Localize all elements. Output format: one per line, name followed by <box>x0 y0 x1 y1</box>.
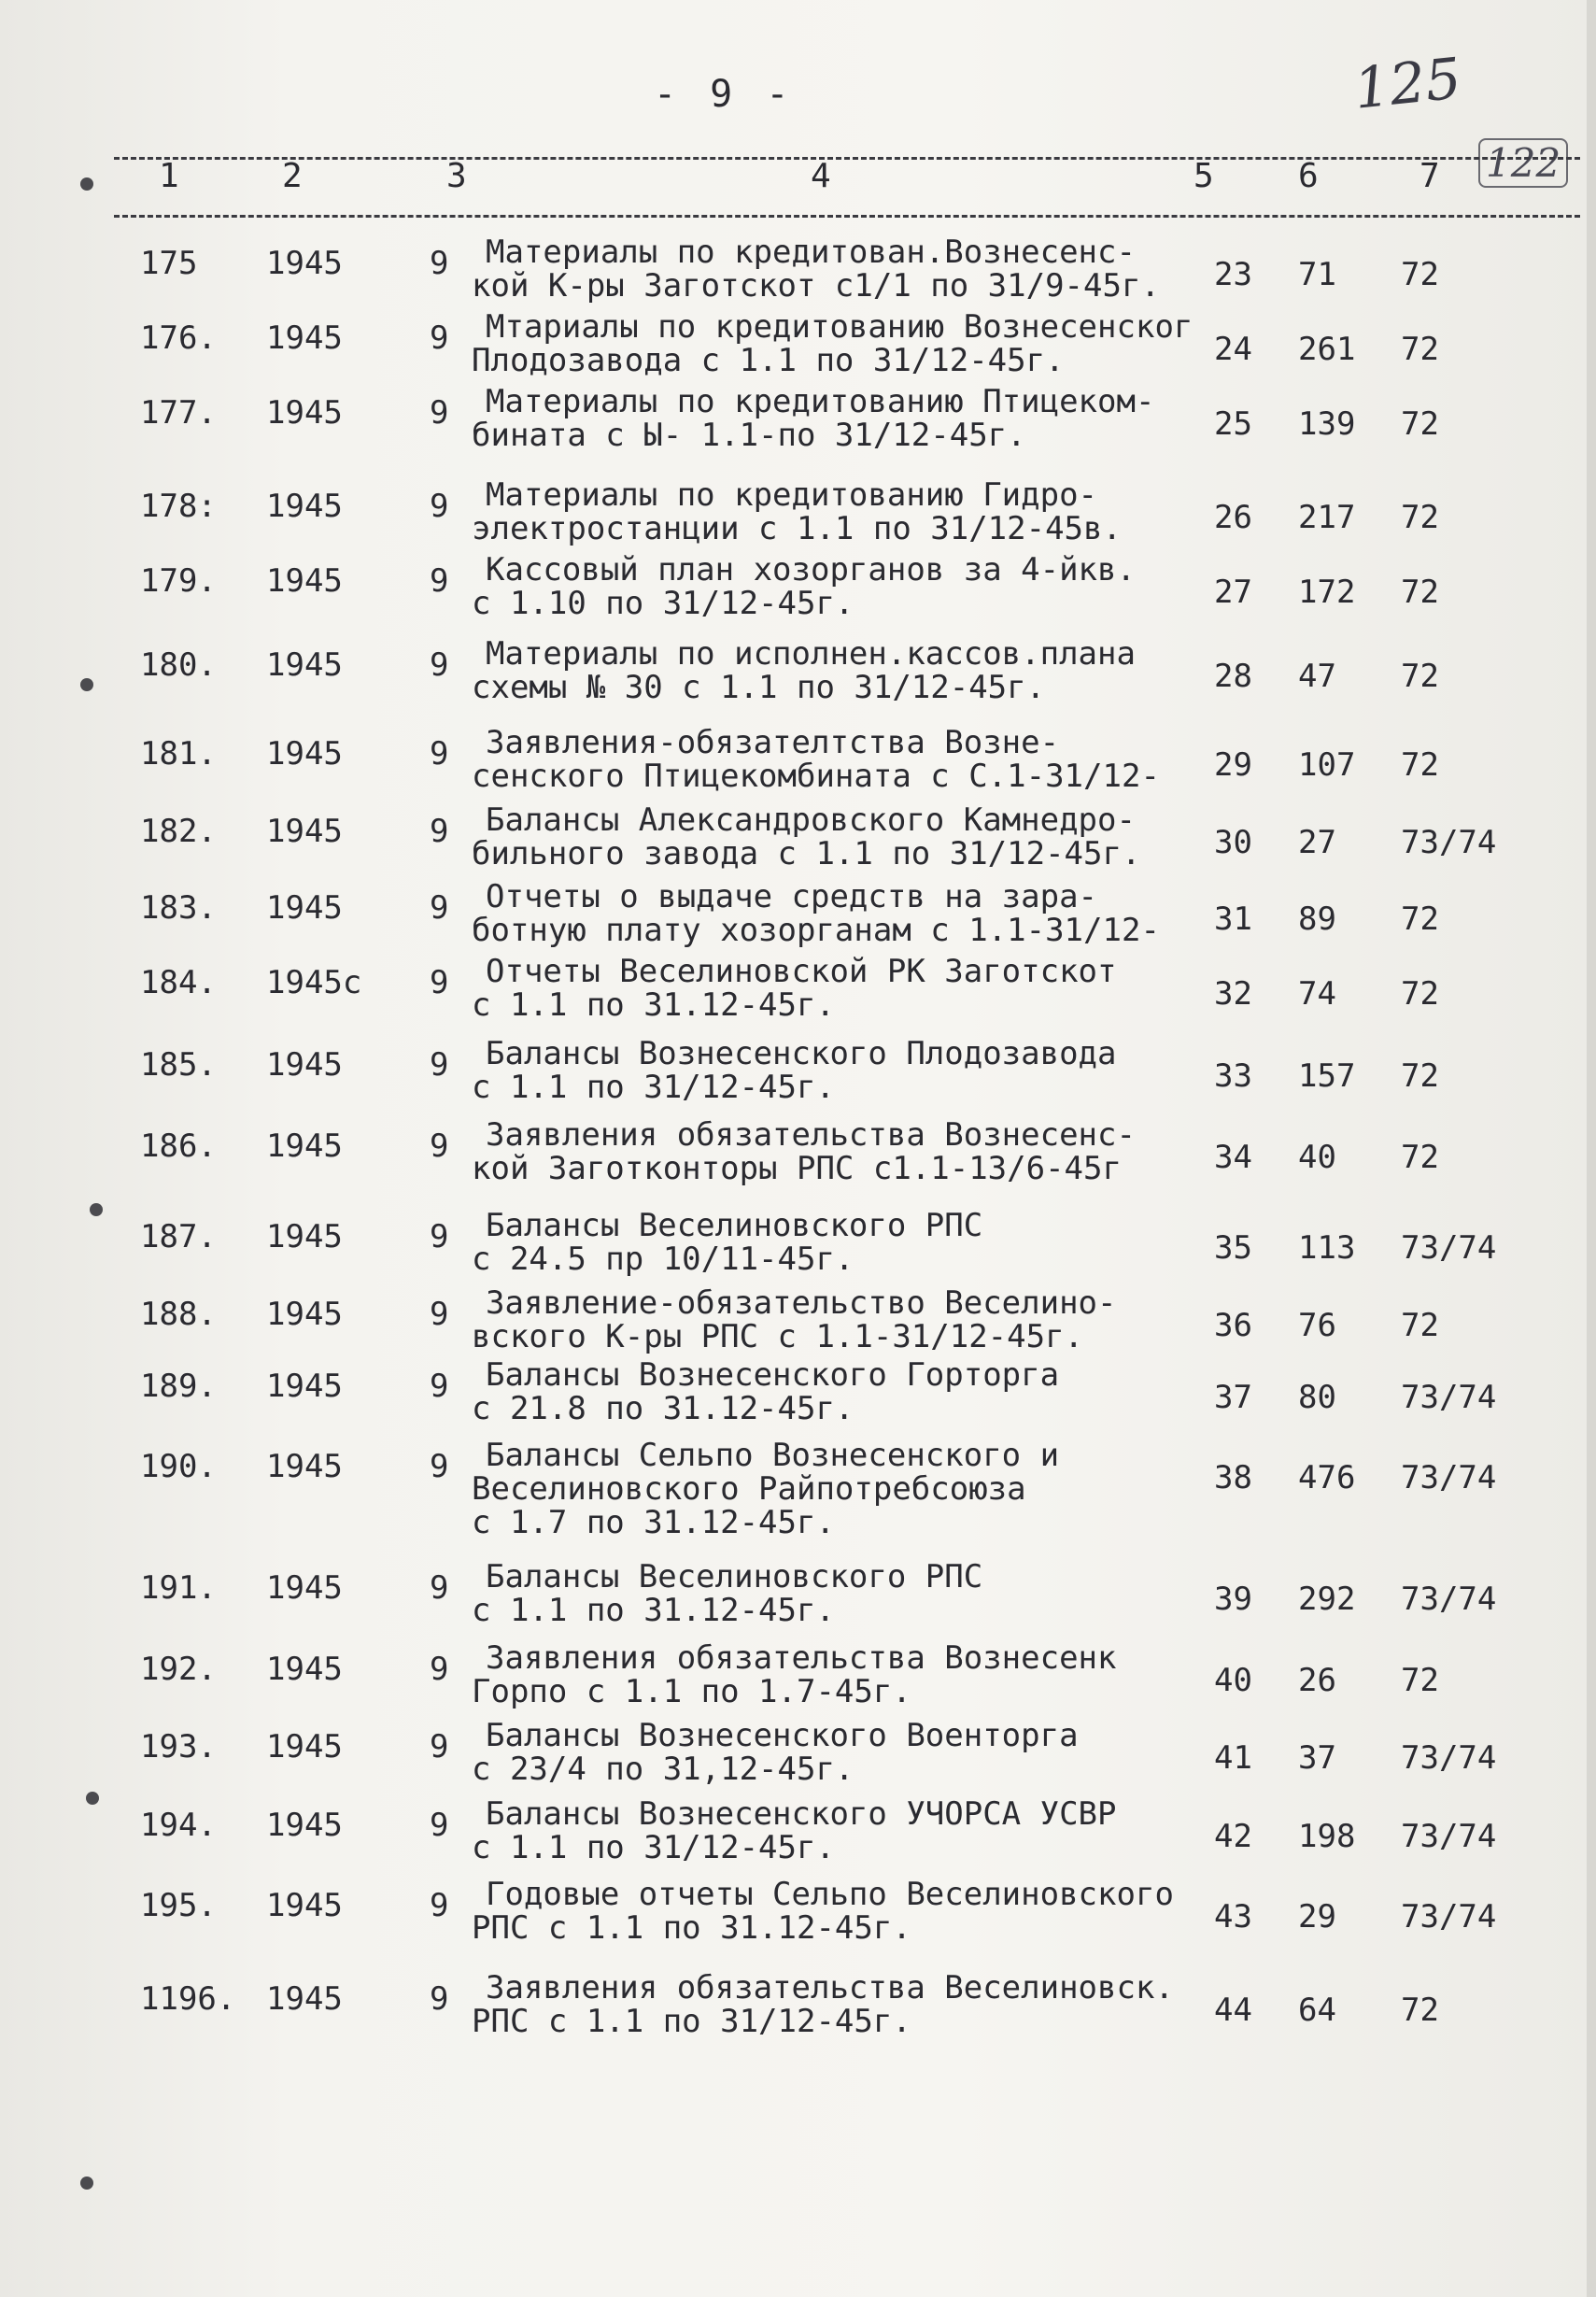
row-description-line: Кассовый план хозорганов за 4-йкв. <box>486 551 1136 588</box>
row-year: 1945 <box>266 1368 343 1405</box>
row-fond: 9 <box>430 1218 449 1255</box>
column-header-1: 1 <box>159 157 179 195</box>
row-description-line: Балансы Вознесенского УЧОРСА УСВР <box>486 1795 1117 1833</box>
row-description-line: Балансы Вознесенского Плодозавода <box>486 1035 1117 1072</box>
row-description-line: схемы № 30 с 1.1 по 31/12-45г. <box>472 669 1046 706</box>
table-row <box>0 383 1596 458</box>
row-year: 1945 <box>266 1046 343 1084</box>
row-col5: 32 <box>1214 975 1252 1013</box>
row-year: 1945 <box>266 1218 343 1255</box>
table-row <box>0 1437 1596 1541</box>
row-col6: 172 <box>1298 574 1356 611</box>
row-col7: 72 <box>1401 499 1439 536</box>
row-description-line: Заявление-обязательство Веселино- <box>486 1284 1117 1322</box>
row-col7: 72 <box>1401 574 1439 611</box>
row-fond: 9 <box>430 1127 449 1165</box>
row-description-line: Балансы Вознесенского Горторга <box>486 1356 1060 1394</box>
row-description-line: Горпо с 1.1 по 1.7-45г. <box>472 1673 911 1710</box>
table-row <box>0 635 1596 710</box>
table-row <box>0 1284 1596 1359</box>
row-col6: 76 <box>1298 1307 1336 1344</box>
table-row <box>0 1207 1596 1282</box>
row-year: 1945 <box>266 394 343 432</box>
row-fond: 9 <box>430 562 449 600</box>
row-fond: 9 <box>430 964 449 1001</box>
row-year: 1945 <box>266 1728 343 1765</box>
row-number: 176. <box>140 319 217 357</box>
row-col7: 72 <box>1401 1662 1439 1699</box>
column-header-3: 3 <box>446 157 467 195</box>
row-number: 193. <box>140 1728 217 1765</box>
page-number: - 9 - <box>654 73 795 116</box>
sheet-number: 125 <box>1350 46 1464 122</box>
row-col6: 80 <box>1298 1379 1336 1416</box>
row-col6: 27 <box>1298 824 1336 861</box>
row-col7: 73/74 <box>1401 1581 1497 1618</box>
row-description-line: электростанции с 1.1 по 31/12-45в. <box>472 510 1122 547</box>
row-year: 1945 <box>266 488 343 525</box>
row-fond: 9 <box>430 394 449 432</box>
row-number: 187. <box>140 1218 217 1255</box>
row-col5: 26 <box>1214 499 1252 536</box>
row-description-line: кой К-ры Заготскот с1/1 по 31/9-45г. <box>472 267 1160 305</box>
row-col5: 38 <box>1214 1459 1252 1496</box>
row-fond: 9 <box>430 1368 449 1405</box>
row-col6: 74 <box>1298 975 1336 1013</box>
row-number: 195. <box>140 1887 217 1924</box>
row-year: 1945 <box>266 735 343 773</box>
row-col5: 36 <box>1214 1307 1252 1344</box>
row-col5: 42 <box>1214 1818 1252 1855</box>
row-description-line: Материалы по кредитованию Гидро- <box>486 476 1098 514</box>
row-col6: 107 <box>1298 746 1356 784</box>
row-col6: 113 <box>1298 1229 1356 1267</box>
row-col5: 30 <box>1214 824 1252 861</box>
row-number: 185. <box>140 1046 217 1084</box>
row-fond: 9 <box>430 1651 449 1688</box>
row-description-line: Заявления-обязателтства Возне- <box>486 724 1060 761</box>
row-year: 1945 <box>266 813 343 850</box>
row-description-line: Веселиновского Райпотребсоюза <box>472 1470 1026 1508</box>
row-description-line: сенского Птицекомбината с С.1-31/12- <box>472 758 1160 795</box>
row-number: 191. <box>140 1569 217 1607</box>
row-col7: 72 <box>1401 1992 1439 2029</box>
row-fond: 9 <box>430 1887 449 1924</box>
row-number: 184. <box>140 964 217 1001</box>
table-row <box>0 551 1596 626</box>
row-description-line: с 1.10 по 31/12-45г. <box>472 585 854 622</box>
row-description-line: с 1.1 по 31/12-45г. <box>472 1829 835 1866</box>
row-description-line: Отчеты о выдаче средств на зара- <box>486 878 1098 915</box>
row-col6: 47 <box>1298 658 1336 695</box>
header-rule-bottom <box>114 215 1580 218</box>
table-row <box>0 234 1596 308</box>
row-col7: 72 <box>1401 256 1439 293</box>
row-description-line: РПС с 1.1 по 31/12-45г. <box>472 2003 911 2040</box>
row-col5: 29 <box>1214 746 1252 784</box>
row-description-line: с 1.1 по 31.12-45г. <box>472 1592 835 1629</box>
table-row <box>0 878 1596 953</box>
row-col5: 34 <box>1214 1139 1252 1176</box>
row-fond: 9 <box>430 1807 449 1844</box>
row-col6: 292 <box>1298 1581 1356 1618</box>
row-col5: 33 <box>1214 1057 1252 1095</box>
row-description-line: Балансы Веселиновского РПС <box>486 1558 983 1595</box>
row-col6: 26 <box>1298 1662 1336 1699</box>
row-description-line: Заявления обязательства Веселиновск. <box>486 1969 1174 2006</box>
row-col7: 73/74 <box>1401 1459 1497 1496</box>
row-description-line: Плодозавода с 1.1 по 31/12-45г. <box>472 342 1065 379</box>
row-year: 1945 <box>266 1887 343 1924</box>
row-col6: 89 <box>1298 900 1336 938</box>
row-number: 192. <box>140 1651 217 1688</box>
row-description-line: Балансы Вознесенского Военторга <box>486 1717 1079 1754</box>
row-fond: 9 <box>430 245 449 282</box>
row-col5: 39 <box>1214 1581 1252 1618</box>
punch-hole <box>80 2176 93 2190</box>
row-col7: 73/74 <box>1401 824 1497 861</box>
row-description-line: Материалы по исполнен.кассов.плана <box>486 635 1136 673</box>
table-row <box>0 1717 1596 1792</box>
table-row <box>0 724 1596 799</box>
row-fond: 9 <box>430 646 449 684</box>
column-header-5: 5 <box>1193 157 1214 195</box>
row-number: 181. <box>140 735 217 773</box>
row-number: 190. <box>140 1448 217 1485</box>
row-col7: 72 <box>1401 900 1439 938</box>
row-description-line: Заявления обязательства Вознесенс- <box>486 1116 1136 1154</box>
row-fond: 9 <box>430 1296 449 1333</box>
row-description-line: с 23/4 по 31,12-45г. <box>472 1751 854 1788</box>
row-col6: 71 <box>1298 256 1336 293</box>
row-col5: 28 <box>1214 658 1252 695</box>
row-number: 179. <box>140 562 217 600</box>
row-description-line: вского К-ры РПС с 1.1-31/12-45г. <box>472 1318 1084 1355</box>
row-number: 178: <box>140 488 217 525</box>
row-year: 1945 <box>266 1296 343 1333</box>
row-fond: 9 <box>430 1448 449 1485</box>
row-col5: 31 <box>1214 900 1252 938</box>
row-year: 1945 <box>266 245 343 282</box>
row-col7: 73/74 <box>1401 1898 1497 1935</box>
row-description-line: Материалы по кредитован.Вознесенс- <box>486 234 1136 271</box>
row-col7: 73/74 <box>1401 1379 1497 1416</box>
row-description-line: кой Заготконторы РПС с1.1-13/6-45г <box>472 1150 1122 1187</box>
row-col5: 41 <box>1214 1739 1252 1777</box>
row-description-line: бильного завода с 1.1 по 31/12-45г. <box>472 835 1141 872</box>
row-fond: 9 <box>430 1980 449 2018</box>
table-row <box>0 308 1596 383</box>
table-row <box>0 953 1596 1028</box>
table-row <box>0 1639 1596 1714</box>
row-number: 177. <box>140 394 217 432</box>
row-description-line: Заявления обязательства Вознесенк <box>486 1639 1117 1677</box>
row-fond: 9 <box>430 1728 449 1765</box>
row-fond: 9 <box>430 1046 449 1084</box>
row-fond: 9 <box>430 319 449 357</box>
row-col5: 43 <box>1214 1898 1252 1935</box>
row-col5: 24 <box>1214 331 1252 368</box>
row-col7: 72 <box>1401 1057 1439 1095</box>
extra-sheet-mark: 122 <box>1478 138 1568 188</box>
row-description-line: ботную плату хозорганам с 1.1-31/12- <box>472 912 1160 949</box>
row-number: 194. <box>140 1807 217 1844</box>
row-col5: 23 <box>1214 256 1252 293</box>
row-col7: 72 <box>1401 658 1439 695</box>
row-number: 189. <box>140 1368 217 1405</box>
row-col5: 35 <box>1214 1229 1252 1267</box>
row-year: 1945 <box>266 1807 343 1844</box>
row-fond: 9 <box>430 1569 449 1607</box>
row-description-line: бината с Ы- 1.1-по 31/12-45г. <box>472 417 1026 454</box>
table-row <box>0 1035 1596 1110</box>
row-description-line: Балансы Сельпо Вознесенского и <box>486 1437 1060 1474</box>
column-header-2: 2 <box>282 157 303 195</box>
row-year: 1945 <box>266 1127 343 1165</box>
row-fond: 9 <box>430 735 449 773</box>
row-description-line: с 1.1 по 31.12-45г. <box>472 986 835 1024</box>
row-number: 186. <box>140 1127 217 1165</box>
row-col7: 72 <box>1401 405 1439 443</box>
row-description-line: Материалы по кредитованию Птицеком- <box>486 383 1155 420</box>
row-col7: 72 <box>1401 1307 1439 1344</box>
row-col7: 72 <box>1401 975 1439 1013</box>
row-col6: 217 <box>1298 499 1356 536</box>
row-description-line: с 21.8 по 31.12-45г. <box>472 1390 854 1427</box>
row-year: 1945 <box>266 319 343 357</box>
row-year: 1945с <box>266 964 362 1001</box>
row-col7: 72 <box>1401 746 1439 784</box>
row-col6: 157 <box>1298 1057 1356 1095</box>
row-number: 183. <box>140 889 217 927</box>
row-fond: 9 <box>430 889 449 927</box>
row-col6: 198 <box>1298 1818 1356 1855</box>
row-description-line: с 1.1 по 31/12-45г. <box>472 1069 835 1106</box>
row-col6: 29 <box>1298 1898 1336 1935</box>
row-description-line: Балансы Александровского Камнедро- <box>486 801 1136 839</box>
row-description-line: Годовые отчеты Сельпо Веселиновского <box>486 1876 1174 1913</box>
row-col7: 72 <box>1401 1139 1439 1176</box>
row-col5: 40 <box>1214 1662 1252 1699</box>
row-col5: 25 <box>1214 405 1252 443</box>
row-number: 1196. <box>140 1980 236 2018</box>
row-number: 175 <box>140 245 198 282</box>
column-header-4: 4 <box>811 157 831 195</box>
row-col7: 73/74 <box>1401 1739 1497 1777</box>
table-row <box>0 1876 1596 1950</box>
table-row <box>0 1116 1596 1191</box>
row-col5: 27 <box>1214 574 1252 611</box>
row-description-line: Мтариалы по кредитованию Вознесенског <box>486 308 1193 346</box>
row-col5: 44 <box>1214 1992 1252 2029</box>
row-col5: 37 <box>1214 1379 1252 1416</box>
row-year: 1945 <box>266 562 343 600</box>
row-col7: 73/74 <box>1401 1818 1497 1855</box>
row-year: 1945 <box>266 889 343 927</box>
row-description-line: с 1.7 по 31.12-45г. <box>472 1504 835 1541</box>
row-col6: 40 <box>1298 1139 1336 1176</box>
row-year: 1945 <box>266 1569 343 1607</box>
table-row <box>0 1969 1596 2044</box>
row-description-line: с 24.5 пр 10/11-45г. <box>472 1241 854 1278</box>
row-description-line: Отчеты Веселиновской РК Заготскот <box>486 953 1117 990</box>
row-col6: 476 <box>1298 1459 1356 1496</box>
row-number: 182. <box>140 813 217 850</box>
row-col6: 37 <box>1298 1739 1336 1777</box>
row-col6: 64 <box>1298 1992 1336 2029</box>
row-col6: 139 <box>1298 405 1356 443</box>
column-header-6: 6 <box>1298 157 1319 195</box>
row-col7: 72 <box>1401 331 1439 368</box>
row-year: 1945 <box>266 1651 343 1688</box>
row-year: 1945 <box>266 646 343 684</box>
table-row <box>0 1356 1596 1431</box>
row-number: 188. <box>140 1296 217 1333</box>
row-fond: 9 <box>430 813 449 850</box>
row-description-line: РПС с 1.1 по 31.12-45г. <box>472 1909 911 1947</box>
header-rule-top <box>114 157 1580 160</box>
row-col7: 73/74 <box>1401 1229 1497 1267</box>
row-year: 1945 <box>266 1980 343 2018</box>
punch-hole <box>80 177 93 191</box>
row-col6: 261 <box>1298 331 1356 368</box>
row-description-line: Балансы Веселиновского РПС <box>486 1207 983 1244</box>
column-header-7: 7 <box>1419 157 1440 195</box>
table-row <box>0 1558 1596 1633</box>
row-number: 180. <box>140 646 217 684</box>
table-row <box>0 801 1596 876</box>
table-row <box>0 476 1596 551</box>
row-fond: 9 <box>430 488 449 525</box>
row-year: 1945 <box>266 1448 343 1485</box>
table-row <box>0 1795 1596 1870</box>
